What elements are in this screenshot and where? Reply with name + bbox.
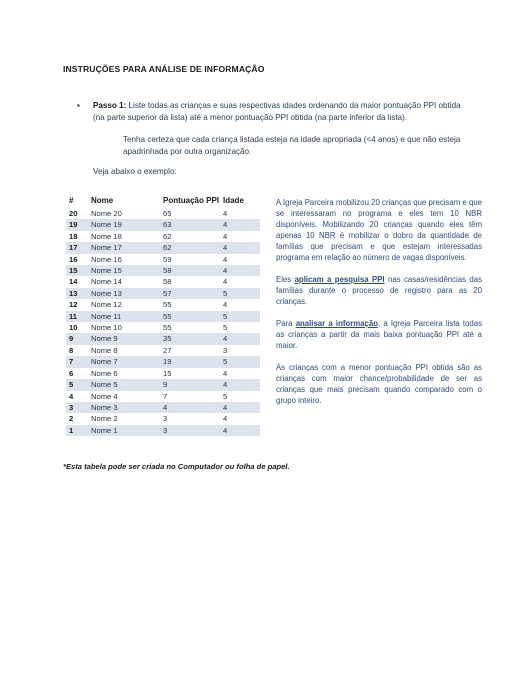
row-name: Nome 12: [91, 300, 122, 310]
explanation-paragraph-4: As crianças com a menor pontuação PPI obtida são as crianças com maior chance/probabilidade de ser as crianças que mais precisam quando comparado com o grupo inteiro.: [276, 363, 482, 405]
table-header-row: [66, 196, 260, 208]
row-score: 55: [163, 311, 223, 322]
table-row: [66, 231, 260, 242]
row-age: 4: [223, 379, 260, 390]
row-score: 65: [163, 209, 172, 218]
example-intro: Veja abaixo o exemplo:: [93, 167, 177, 176]
highlight-text: analisar a informação: [295, 319, 378, 328]
table-row: [66, 219, 260, 230]
row-score: 19: [163, 356, 223, 367]
row-name: Nome 13: [91, 288, 163, 299]
row-score: 55: [163, 323, 172, 333]
row-name: Nome 1: [91, 425, 163, 436]
highlight-text: aplicam a pesquisa PPI: [294, 275, 385, 284]
step-text: Liste todas as crianças e suas respectivas idades ordenando da maior pontuação PPI obtida (na parte superior da lista) até a menor pontuação PPI obtida (na parte inferior da lista).: [93, 101, 461, 123]
row-age: 4: [223, 219, 260, 230]
table-row: [66, 425, 260, 436]
table-row: [66, 322, 260, 333]
row-name: Nome 6: [91, 368, 118, 378]
row-name: Nome 11: [91, 311, 163, 322]
table-row: [66, 299, 260, 310]
step-label: Passo 1:: [93, 101, 127, 110]
table-row: [66, 288, 260, 299]
bullet-icon: ▪: [77, 101, 80, 110]
page-title: INSTRUÇÕES PARA ANÁLISE DE INFORMAÇÃO: [63, 64, 265, 74]
row-score: 4: [163, 402, 223, 413]
row-age: 4: [223, 231, 228, 241]
paragraph-text: Eles: [276, 275, 295, 284]
row-age: 5: [223, 311, 260, 322]
table-row: [66, 265, 260, 276]
row-number: 14: [69, 277, 78, 287]
row-age: 4: [223, 368, 228, 378]
row-score: 9: [163, 379, 223, 390]
row-score: 7: [163, 391, 168, 401]
row-name: Nome 20: [91, 209, 122, 218]
row-age: 4: [223, 242, 260, 253]
row-age: 5: [223, 391, 228, 401]
row-age: 4: [223, 265, 260, 276]
table-row: [66, 254, 260, 265]
table-row: [66, 333, 260, 344]
row-name: Nome 19: [91, 219, 163, 230]
row-number: 18: [69, 231, 78, 241]
footnote: *Esta tabela pode ser criada no Computador ou folha de papel.: [63, 462, 290, 471]
step-1: [77, 100, 461, 125]
row-age: 4: [223, 402, 260, 413]
row-number: 8: [69, 345, 74, 355]
row-score: 62: [163, 231, 172, 241]
table-row: [66, 402, 260, 413]
row-age: 5: [223, 356, 260, 367]
row-name: Nome 9: [91, 333, 163, 344]
row-age: 4: [223, 300, 228, 310]
row-score: 62: [163, 242, 223, 253]
row-age: 5: [223, 288, 260, 299]
row-score: 58: [163, 277, 172, 287]
explanation-paragraph-1: A Igreja Parceira mobilizou 20 crianças que precisam e que se interessaram no programa e eles tem 10 NBR disponíveis. Mobilizando 20 crianças quando eles têm apenas 10 NBR é mobilizar o dobro da quantidade de famílias que precisam e que estejam interessadas programa em relação ao número de vagas disponíveis.: [276, 198, 482, 262]
row-age: 4: [223, 333, 260, 344]
header-score: Pontuação PPI: [163, 196, 220, 205]
row-name: Nome 14: [91, 277, 122, 287]
row-number: 13: [66, 288, 91, 299]
row-score: 3: [163, 425, 223, 436]
paragraph-text: nas casas/residências das famílias durante o processo de registro para as 20 crianças.: [276, 275, 482, 306]
row-number: 11: [66, 311, 91, 322]
row-name: Nome 16: [91, 254, 122, 264]
row-number: 10: [69, 323, 78, 333]
paragraph-text: Para: [276, 319, 296, 328]
row-number: 3: [66, 402, 91, 413]
row-number: 1: [66, 425, 91, 436]
row-score: 15: [163, 368, 172, 378]
row-name: Nome 2: [91, 414, 118, 424]
row-score: 59: [163, 254, 172, 264]
children-table: [66, 196, 260, 436]
row-age: 4: [223, 209, 228, 218]
row-name: Nome 10: [91, 323, 122, 333]
row-score: 27: [163, 345, 172, 355]
table-row: [66, 379, 260, 390]
row-number: 15: [66, 265, 91, 276]
row-name: Nome 3: [91, 402, 163, 413]
row-number: 16: [69, 254, 78, 264]
row-name: Nome 8: [91, 345, 118, 355]
row-number: 7: [66, 356, 91, 367]
row-age: 4: [223, 277, 228, 287]
table-row: [66, 413, 260, 424]
row-score: 57: [163, 288, 223, 299]
table-row: [66, 368, 260, 379]
table-row: [66, 208, 260, 219]
header-number: #: [69, 196, 74, 205]
row-age: 3: [223, 345, 228, 355]
row-name: Nome 15: [91, 265, 163, 276]
row-age: 5: [223, 323, 228, 333]
row-score: 3: [163, 414, 168, 424]
row-name: Nome 4: [91, 391, 118, 401]
paragraph-text: , a Igreja Parceira lista todas as crianças a partir da mais baixa pontuação PPI até a maior.: [276, 319, 482, 350]
table-row: [66, 276, 260, 287]
header-age: Idade: [223, 196, 244, 205]
row-score: 58: [163, 265, 223, 276]
row-name: Nome 5: [91, 379, 163, 390]
row-age: 4: [223, 414, 228, 424]
row-name: Nome 7: [91, 356, 163, 367]
row-number: 17: [66, 242, 91, 253]
row-score: 63: [163, 219, 223, 230]
row-number: 9: [66, 333, 91, 344]
row-number: 4: [69, 391, 74, 401]
table-row: [66, 345, 260, 356]
row-name: Nome 17: [91, 242, 163, 253]
table-row: [66, 242, 260, 253]
header-name: Nome: [91, 196, 114, 205]
row-score: 35: [163, 333, 223, 344]
explanation-paragraph-3: [276, 318, 482, 351]
row-number: 20: [69, 209, 78, 218]
row-number: 2: [69, 414, 74, 424]
step-note: Tenha certeza que cada criança listada esteja na idade apropriada (<4 anos) e que não esteja apadrinhada por outra organização.: [123, 135, 461, 157]
row-name: Nome 18: [91, 231, 122, 241]
row-score: 55: [163, 300, 172, 310]
row-age: 4: [223, 425, 260, 436]
row-age: 4: [223, 254, 228, 264]
explanation-column: [276, 197, 482, 417]
table-row: [66, 311, 260, 322]
row-number: 12: [69, 300, 78, 310]
table-row: [66, 391, 260, 402]
table-row: [66, 356, 260, 367]
explanation-paragraph-2: [276, 274, 482, 307]
row-number: 6: [69, 368, 74, 378]
row-number: 19: [66, 219, 91, 230]
row-number: 5: [66, 379, 91, 390]
